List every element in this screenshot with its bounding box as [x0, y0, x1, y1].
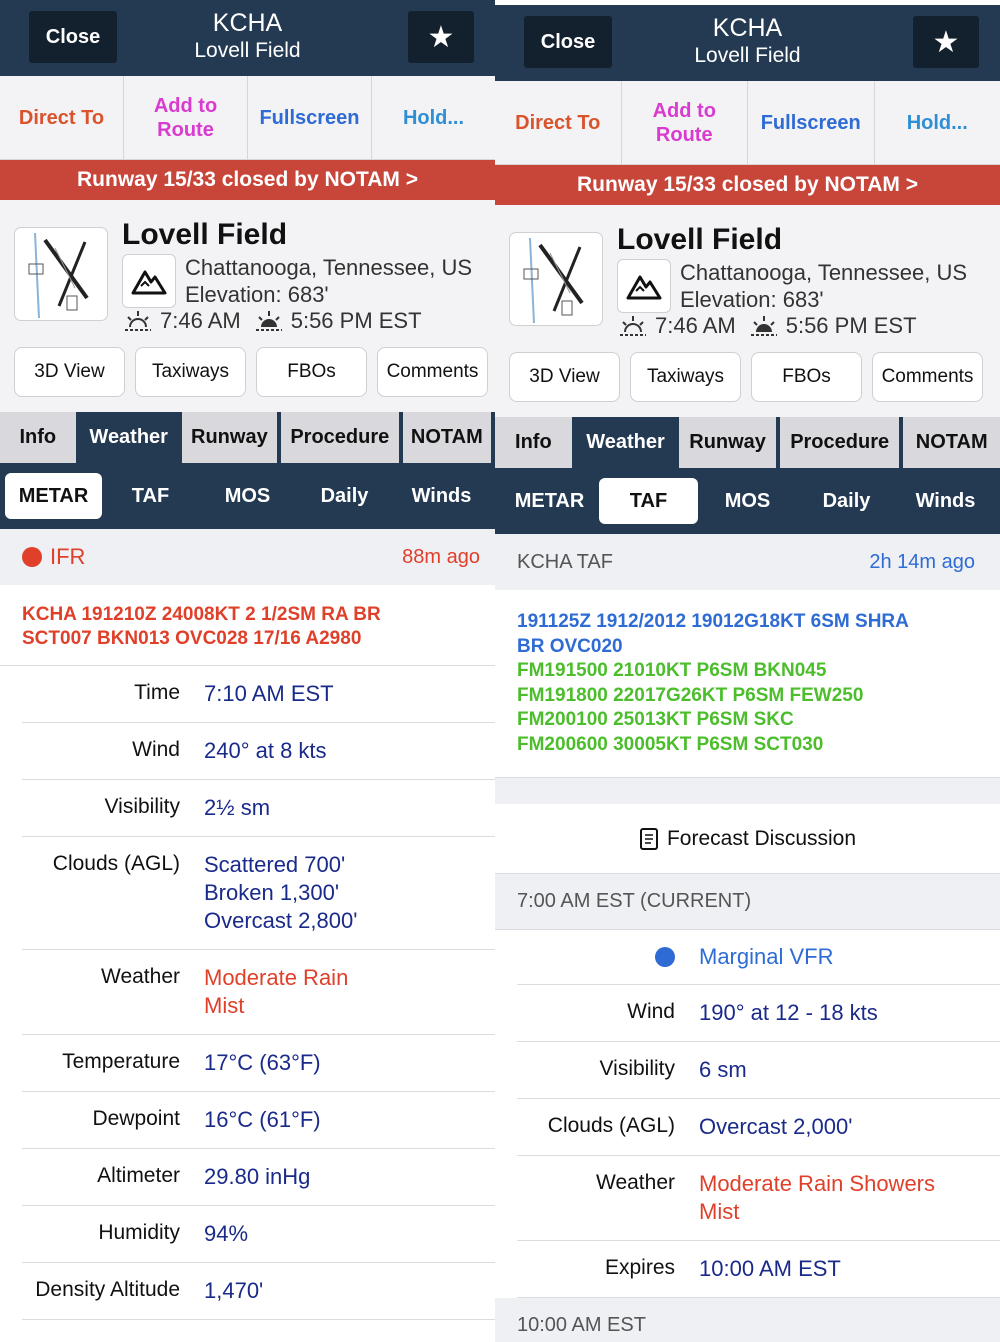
sunset-time: 5:56 PM EST	[290, 308, 422, 333]
tab-runway[interactable]: Runway	[679, 417, 776, 468]
metar-decoded	[0, 666, 495, 1320]
section-gap	[495, 778, 1000, 804]
cloud-layer: Broken 1,300'	[204, 880, 340, 905]
row-value: 6 sm	[699, 1057, 747, 1082]
metar-row-dewpoint	[22, 1092, 495, 1149]
taf-raw	[495, 590, 1000, 778]
terrain-icon[interactable]	[617, 259, 671, 313]
fullscreen-button[interactable]: Fullscreen	[248, 76, 372, 159]
sunrise-icon	[124, 309, 152, 333]
row-label: Humidity	[98, 1221, 180, 1244]
airport-info	[495, 205, 1000, 417]
fullscreen-button[interactable]: Fullscreen	[748, 81, 875, 164]
weather-phenomenon: Moderate Rain	[204, 965, 349, 990]
3d-view-button[interactable]: 3D View	[14, 347, 125, 397]
airport-name: Lovell Field	[617, 223, 783, 256]
taf-category: Marginal VFR	[699, 944, 834, 969]
airport-location-block	[185, 254, 472, 308]
row-label: Altimeter	[97, 1164, 180, 1187]
airport-diagram-thumbnail[interactable]	[509, 232, 603, 326]
weather-subtabs	[0, 463, 495, 529]
taf-raw-line: FM191800 22017G26KT P6SM FEW250	[517, 684, 864, 706]
hold-button[interactable]: Hold...	[906, 111, 968, 134]
tab-weather[interactable]: Weather	[576, 417, 676, 468]
terrain-icon[interactable]	[122, 254, 176, 308]
sunset-time: 5:56 PM EST	[785, 313, 917, 338]
metar-raw-line: KCHA 191210Z 24008KT 2 1/2SM RA BR	[22, 604, 381, 625]
row-label: Temperature	[62, 1050, 180, 1073]
tab-runway[interactable]: Runway	[182, 412, 277, 463]
tab-procedure[interactable]: Procedure	[780, 417, 900, 468]
cloud-layer: Overcast 2,800'	[204, 908, 358, 933]
row-label: Density Altitude	[35, 1278, 180, 1301]
tab-info[interactable]: Info	[495, 417, 572, 468]
favorite-star-icon[interactable]: ★	[913, 16, 979, 68]
fbos-button[interactable]: FBOs	[256, 347, 367, 397]
airport-location: Chattanooga, Tennessee, US	[185, 255, 473, 280]
action-bar	[0, 76, 495, 160]
row-label: Weather	[596, 1171, 675, 1194]
weather-subtabs	[495, 468, 1000, 534]
flight-category-header	[0, 529, 495, 585]
row-label: Clouds (AGL)	[52, 852, 180, 875]
sun-times	[619, 313, 917, 339]
row-value: 240° at 8 kts	[204, 738, 327, 763]
action-bar	[495, 81, 1000, 165]
row-value: 10:00 AM EST	[699, 1256, 841, 1281]
taf-decoded	[495, 930, 1000, 1298]
category-dot-cell	[517, 947, 675, 967]
forecast-discussion-label: Forecast Discussion	[666, 826, 857, 850]
main-tabs	[0, 412, 495, 463]
taf-row-visibility	[517, 1042, 1000, 1099]
favorite-star-icon[interactable]: ★	[408, 11, 474, 63]
weather-phenomenon: Mist	[204, 993, 245, 1018]
metar-row-clouds	[22, 837, 495, 950]
hold-button[interactable]: Hold...	[402, 106, 465, 129]
notam-banner[interactable]: Runway 15/33 closed by NOTAM >	[0, 160, 495, 200]
airport-location-block	[680, 259, 967, 313]
forecast-discussion-button[interactable]	[495, 804, 1000, 874]
row-label: Wind	[132, 738, 180, 761]
airport-name-header: Lovell Field	[694, 44, 801, 67]
tab-weather[interactable]: Weather	[80, 412, 178, 463]
comments-button[interactable]: Comments	[872, 352, 983, 402]
sunrise-time: 7:46 AM	[655, 313, 736, 338]
metar-raw	[0, 585, 495, 666]
row-value	[180, 851, 357, 935]
row-label: Clouds (AGL)	[547, 1114, 675, 1137]
row-label: Dewpoint	[92, 1107, 180, 1130]
taf-row-clouds	[517, 1099, 1000, 1156]
flight-category-label: IFR	[50, 544, 86, 569]
comments-button[interactable]: Comments	[377, 347, 488, 397]
row-value: 17°C (63°F)	[204, 1050, 321, 1075]
taf-title: KCHA TAF	[517, 550, 613, 573]
add-to-route-label: Add to Route	[652, 99, 716, 146]
notam-banner[interactable]: Runway 15/33 closed by NOTAM >	[495, 165, 1000, 205]
cloud-layer: Scattered 700'	[204, 852, 346, 877]
tab-notam[interactable]: NOTAM	[403, 412, 491, 463]
subtab-metar[interactable]: METAR	[514, 489, 585, 512]
row-value: 1,470'	[204, 1278, 264, 1303]
add-to-route-button[interactable]	[124, 76, 248, 159]
metar-row-altimeter	[22, 1149, 495, 1206]
taf-raw-line: BR OVC020	[517, 635, 623, 657]
subtab-taf[interactable]: TAF	[131, 484, 170, 507]
taf-screen	[495, 0, 1000, 1342]
document-icon	[639, 827, 659, 851]
subtab-taf[interactable]: TAF	[599, 478, 698, 524]
row-label: Weather	[101, 965, 180, 988]
direct-to-button[interactable]: Direct To	[495, 81, 622, 164]
taf-row-weather	[517, 1156, 1000, 1241]
sunrise-time: 7:46 AM	[160, 308, 241, 333]
metar-row-weather	[22, 950, 495, 1035]
taf-raw-line: FM200600 30005KT P6SM SCT030	[517, 733, 824, 755]
taf-age: 2h 14m ago	[869, 550, 975, 573]
tab-notam[interactable]: NOTAM	[903, 417, 1000, 468]
weather-phenomenon: Moderate Rain Showers	[699, 1171, 936, 1196]
row-value	[675, 1170, 935, 1226]
airport-name: Lovell Field	[122, 218, 288, 251]
row-label: Time	[134, 681, 180, 704]
add-to-route-button[interactable]	[622, 81, 749, 164]
next-period-header: 10:00 AM EST	[495, 1298, 1000, 1342]
ifr-dot-icon	[22, 547, 42, 567]
airport-elevation: Elevation: 683'	[185, 282, 329, 307]
airport-code: KCHA	[212, 9, 283, 37]
metar-age: 88m ago	[402, 545, 480, 568]
row-label: Visibility	[104, 795, 180, 818]
sunset-icon	[255, 309, 283, 333]
fbos-button[interactable]: FBOs	[751, 352, 862, 402]
row-value: 7:10 AM EST	[204, 681, 334, 706]
period-header: 7:00 AM EST (CURRENT)	[495, 874, 1000, 930]
direct-to-button[interactable]: Direct To	[0, 76, 124, 159]
main-tabs	[495, 417, 1000, 468]
taf-row-expires	[517, 1241, 1000, 1298]
metar-raw-line: SCT007 BKN013 OVC028 17/16 A2980	[22, 628, 362, 649]
taf-category-row	[517, 930, 1000, 985]
airport-location: Chattanooga, Tennessee, US	[680, 260, 968, 285]
nav-header	[495, 5, 1000, 81]
metar-row-density-altitude	[22, 1263, 495, 1320]
taf-header	[495, 534, 1000, 590]
subtab-mos[interactable]: MOS	[224, 484, 271, 507]
row-value: Overcast 2,000'	[699, 1114, 853, 1139]
taxiways-button[interactable]: Taxiways	[630, 352, 741, 402]
subtab-daily[interactable]: Daily	[320, 484, 369, 507]
metar-row-visibility	[22, 780, 495, 837]
row-value: 2½ sm	[204, 795, 271, 820]
airport-buttons	[14, 347, 488, 397]
nav-header	[0, 0, 495, 76]
3d-view-button[interactable]: 3D View	[509, 352, 620, 402]
close-button[interactable]: Close	[524, 16, 612, 68]
tab-info[interactable]: Info	[0, 412, 76, 463]
subtab-daily[interactable]: Daily	[822, 489, 871, 512]
subtab-mos[interactable]: MOS	[724, 489, 771, 512]
airport-info	[0, 200, 495, 412]
close-button[interactable]: Close	[29, 11, 117, 63]
flight-category	[22, 544, 85, 570]
add-to-route-label: Add to Route	[153, 94, 218, 141]
row-value: 16°C (61°F)	[204, 1107, 321, 1132]
airport-name-header: Lovell Field	[194, 39, 301, 62]
row-label: Wind	[627, 1000, 675, 1023]
taf-raw-line: FM200100 25013KT P6SM SKC	[517, 709, 794, 730]
metar-row-temperature	[22, 1035, 495, 1092]
taxiways-button[interactable]: Taxiways	[135, 347, 246, 397]
sunset-icon	[750, 314, 778, 338]
subtab-winds[interactable]: Winds	[915, 489, 976, 512]
taf-raw-line: FM191500 21010KT P6SM BKN045	[517, 660, 827, 681]
metar-row-time	[22, 666, 495, 723]
mvfr-dot-icon	[655, 947, 675, 967]
subtab-winds[interactable]: Winds	[411, 484, 472, 507]
row-value: 94%	[204, 1221, 249, 1246]
row-label: Visibility	[599, 1057, 675, 1080]
taf-raw-line: 191125Z 1912/2012 19012G18KT 6SM SHRA	[517, 611, 909, 632]
row-label: Expires	[604, 1256, 675, 1279]
sunrise-icon	[619, 314, 647, 338]
metar-row-wind	[22, 723, 495, 780]
sun-times	[124, 308, 422, 334]
subtab-metar[interactable]: METAR	[5, 473, 102, 519]
airport-code: KCHA	[712, 14, 783, 42]
row-value: 29.80 inHg	[204, 1164, 311, 1189]
metar-row-humidity	[22, 1206, 495, 1263]
airport-elevation: Elevation: 683'	[680, 287, 824, 312]
tab-procedure[interactable]: Procedure	[281, 412, 399, 463]
row-value: 190° at 12 - 18 kts	[699, 1000, 878, 1025]
airport-diagram-thumbnail[interactable]	[14, 227, 108, 321]
airport-buttons	[509, 352, 983, 402]
row-value	[180, 964, 348, 1020]
taf-row-wind	[517, 985, 1000, 1042]
metar-screen	[0, 0, 495, 1342]
weather-phenomenon: Mist	[699, 1199, 740, 1224]
